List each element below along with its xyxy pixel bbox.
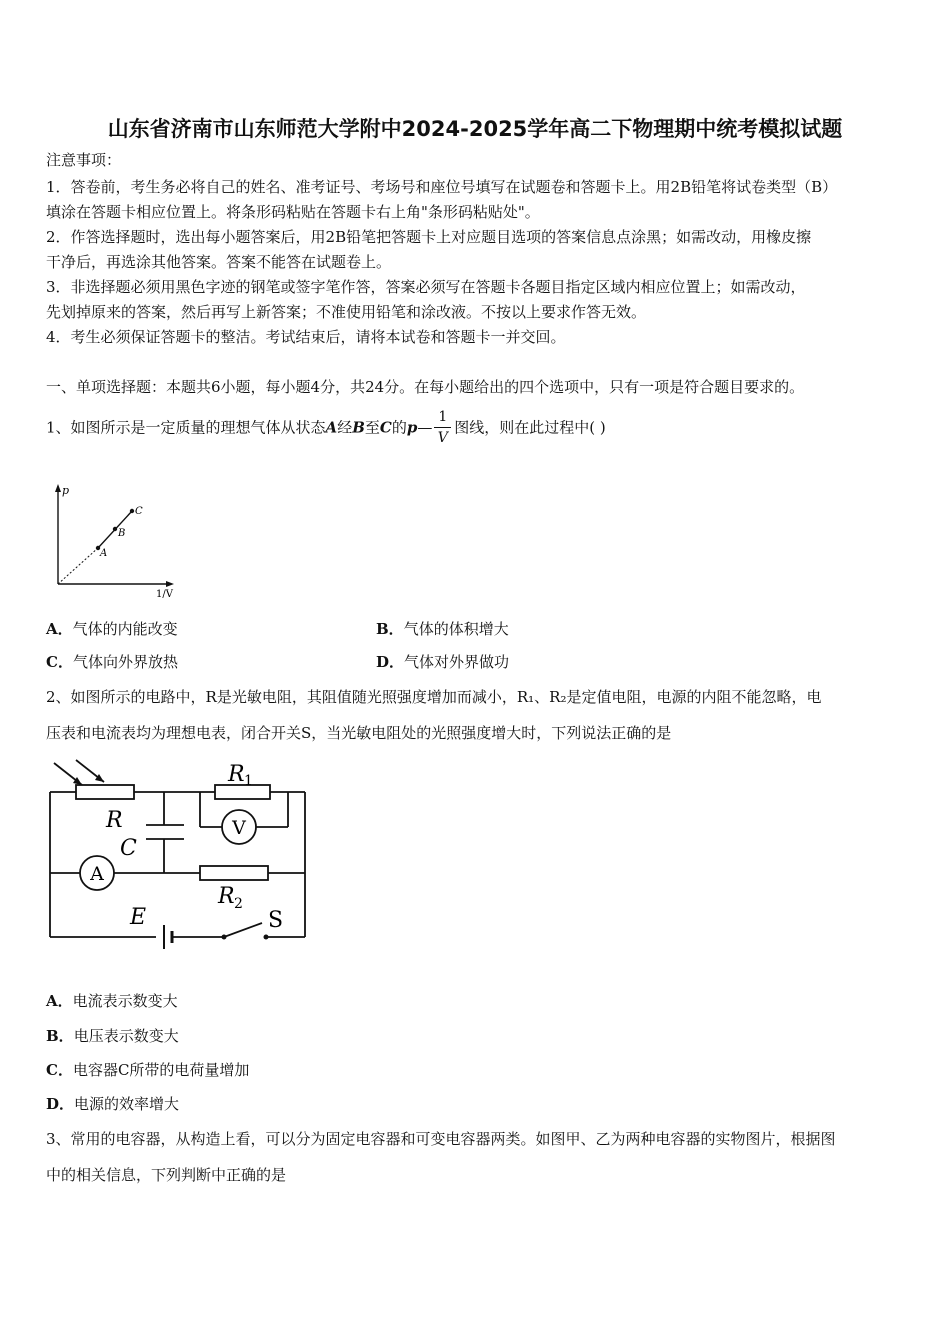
resistor-r2	[200, 866, 268, 880]
circuit-diagram	[40, 755, 320, 955]
question-2-stem-line2: 压表和电流表均为理想电表，闭合开关S，当光敏电阻处的光照强度增大时，下列说法正确的是	[46, 724, 672, 742]
photoresistor-r	[76, 785, 134, 799]
fraction-1-over-v: $\frac{1}{V}$	[434, 407, 451, 448]
notice-heading: 注意事项：	[46, 151, 122, 169]
r2-subscript: 2	[234, 896, 243, 912]
question-1-stem: 1、如图所示是一定质量的理想气体从状态A经B至C的p— $\frac{1}{V}$ 图线，则在此过程中( )	[46, 409, 606, 446]
y-axis-arrow	[55, 484, 61, 492]
r1-subscript: 1	[244, 773, 253, 789]
question-3-stem-line1: 3、常用的电容器，从构造上看，可以分为固定电容器和可变电容器两类。如图甲、乙为两种电容器的实物图片，根据图	[46, 1130, 836, 1148]
x-axis-label: 1/V	[156, 589, 173, 600]
option-c: C．气体向外界放热	[46, 653, 178, 671]
page-title: 山东省济南市山东师范大学附中2024-2025学年高二下物理期中统考模拟试题	[107, 117, 843, 141]
notice-line: 干净后，再选涂其他答案。答案不能答在试题卷上。	[46, 253, 392, 271]
option-a: A．气体的内能改变	[46, 620, 178, 638]
label-c: C	[135, 506, 143, 517]
option-c: C．电容器C所带的电荷量增加	[46, 1061, 250, 1079]
option-a: A．电流表示数变大	[46, 992, 178, 1010]
switch-contact	[222, 935, 227, 940]
c-label: C	[120, 836, 137, 861]
option-d: D．气体对外界做功	[376, 653, 510, 671]
notice-line: 先划掉原来的答案，然后再写上新答案；不准使用铅笔和涂改液。不按以上要求作答无效。	[46, 303, 647, 321]
section-heading: 一、单项选择题：本题共6小题，每小题4分，共24分。在每小题给出的四个选项中，只有一项是符合题目要求的。	[46, 378, 805, 396]
ammeter-label: A	[90, 863, 104, 885]
point-c	[130, 509, 134, 513]
x-axis-arrow	[166, 581, 174, 587]
notice-line: 3．非选择题必须用黑色字迹的钢笔或签字笔作答，答案必须写在答题卡各题目指定区域内相应位置上；如需改动，	[46, 278, 806, 296]
question-2-stem-line1: 2、如图所示的电路中，R是光敏电阻，其阻值随光照强度增加而减小，R₁、R₂是定值电阻，电源的内阻不能忽略，电	[46, 688, 822, 706]
resistor-r1	[215, 785, 270, 799]
extension-line	[58, 548, 98, 584]
notice-line: 1．答卷前，考生务必将自己的姓名、准考证号、考场号和座位号填写在试题卷和答题卡上。用2B铅笔将试卷类型（B）	[46, 178, 838, 196]
switch-contact	[264, 935, 269, 940]
point-b	[113, 527, 117, 531]
option-b: B．电压表示数变大	[46, 1027, 179, 1045]
question-3-stem-line2: 中的相关信息，下列判断中正确的是	[46, 1166, 287, 1184]
label-a: A	[100, 548, 108, 559]
notice-line: 4．考生必须保证答题卡的整洁。考试结束后，请将本试卷和答题卡一并交回。	[46, 328, 566, 346]
option-b: B．气体的体积增大	[376, 620, 509, 638]
notice-line: 2．作答选择题时，选出每小题答案后，用2B铅笔把答题卡上对应题目选项的答案信息点涂黑；如需改动，用橡皮擦	[46, 228, 812, 246]
s-label: S	[268, 908, 284, 933]
voltmeter-label: V	[232, 817, 246, 839]
y-axis-label: p	[62, 484, 70, 497]
r1-label: R	[228, 762, 245, 787]
option-d: D．电源的效率增大	[46, 1095, 180, 1113]
r-label: R	[106, 808, 123, 833]
e-label: E	[130, 905, 147, 930]
notice-line: 填涂在答题卡相应位置上。将条形码粘贴在答题卡右上角"条形码粘贴处"。	[46, 203, 540, 221]
label-b: B	[118, 528, 126, 539]
p-1v-graph	[44, 480, 184, 600]
r2-label: R	[218, 884, 235, 909]
